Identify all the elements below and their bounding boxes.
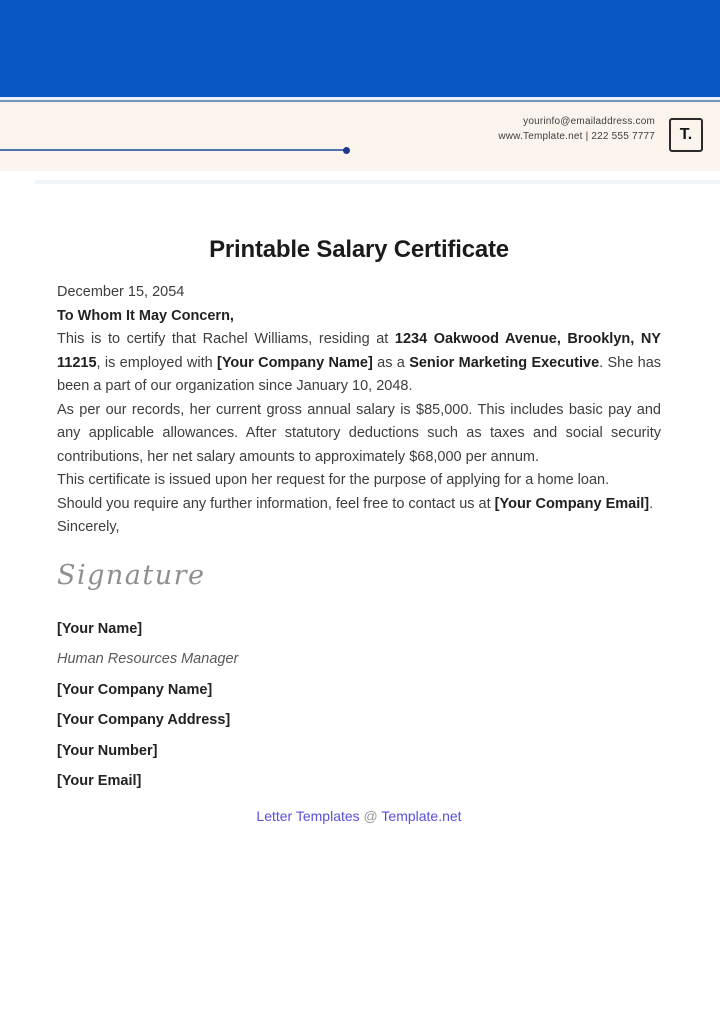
paragraph-purpose: This certificate is issued upon her request for the purpose of applying for a home loan. <box>57 472 610 488</box>
letter-date: December 15, 2054 <box>57 284 185 300</box>
letterhead <box>0 102 720 171</box>
footer-link-prefix: Letter Templates <box>256 807 360 824</box>
footer-link-site: Template.net <box>381 807 462 824</box>
signer-name: [Your Name] <box>57 620 143 637</box>
signer-company: [Your Company Name] <box>57 681 213 698</box>
brand-logo <box>669 118 703 152</box>
footer <box>57 805 661 830</box>
header-shadow-stripe <box>35 180 720 184</box>
closing: Sincerely, <box>57 519 120 535</box>
logo-text: T. <box>679 126 693 143</box>
signature-script: Signature <box>57 559 206 591</box>
contact-email: yourinfo@emailaddress.com <box>523 116 655 127</box>
footer-template-link[interactable] <box>256 808 461 824</box>
signer-block <box>57 622 661 789</box>
rule-end-dot <box>343 147 350 154</box>
letter-title: Printable Salary Certificate <box>209 236 509 263</box>
signer-email: [Your Email] <box>57 773 142 789</box>
letter-body <box>0 236 720 829</box>
letterhead-rule-line <box>0 149 347 151</box>
paragraph-employment: This is to certify that Rachel Williams, residing at 1234 Oakwood Avenue, Brooklyn, NY 11215, is employed with [Your Company Name] as a Senior Marketing Executive. She has been a part of our organization since January 10, 2048. <box>57 331 662 394</box>
header-blue-band <box>0 0 720 97</box>
paragraph-salary: As per our records, her current gross annual salary is $85,000. This includes basic pay and any applicable allowances. After statutory deductions such as taxes and social security contributions, her net salary amounts to approximately $68,000 per annum. <box>57 401 661 465</box>
letterhead-contact <box>498 115 655 144</box>
footer-at-symbol: @ <box>363 807 378 824</box>
paragraph-contact: Should you require any further information, feel free to contact us at [Your Company Email]. <box>57 495 654 512</box>
salutation: To Whom It May Concern, <box>57 307 234 324</box>
contact-site-phone: www.Template.net | 222 555 7777 <box>498 130 655 142</box>
signer-role: Human Resources Manager <box>57 651 239 667</box>
signer-number: [Your Number] <box>57 742 158 759</box>
signer-company-address: [Your Company Address] <box>57 712 231 728</box>
